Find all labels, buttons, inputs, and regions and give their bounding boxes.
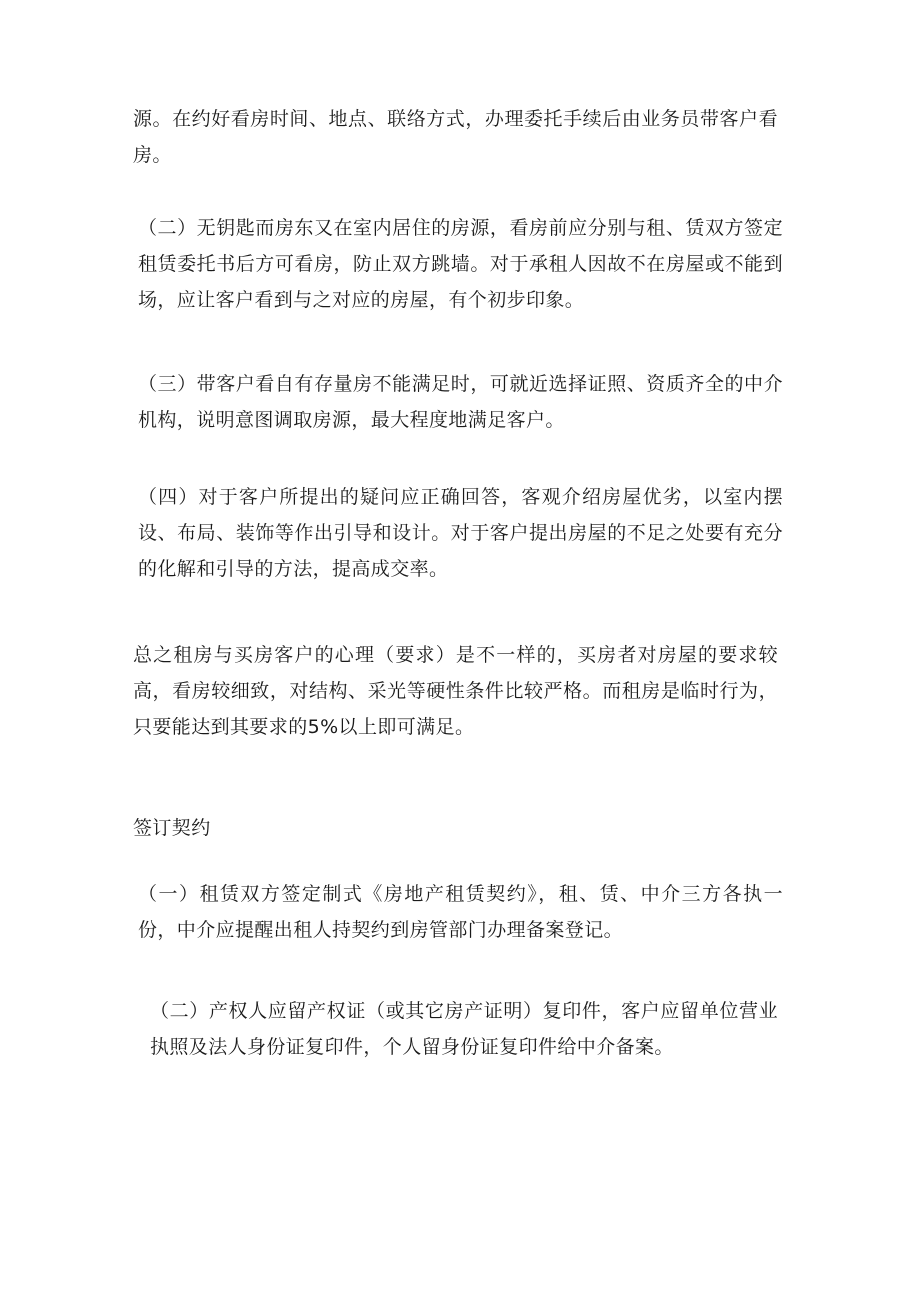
paragraph-no-key-viewing: （二）无钥匙而房东又在室内居住的房源，看房前应分别与租、赁双方签定租赁委托书后方可看房，防止双方跳墙。对于承租人因故不在房屋或不能到场，应让客户看到与之对应的房屋，有个初步印象。 (138, 217, 783, 311)
section-heading-sign-contract: 签订契约 (133, 817, 211, 839)
paragraph-agency-sourcing: （三）带客户看自有存量房不能满足时，可就近选择证照、资质齐全的中介机构，说明意图调取房源，最大程度地满足客户。 (138, 373, 783, 431)
paragraph-document-copies: （二）产权人应留产权证（或其它房产证明）复印件，客户应留单位营业执照及法人身份证复印件，个人留身份证复印件给中介备案。 (150, 1000, 778, 1058)
paragraph-contract-copies: （一）租赁双方签定制式《房地产租赁契约》，租、赁、中介三方各执一份，中介应提醒出租人持契约到房管部门办理备案登记。 (138, 883, 783, 941)
paragraph-viewing-arrangement: 源。在约好看房时间、地点、联络方式，办理委托手续后由业务员带客户看房。 (133, 108, 778, 166)
paragraph-answer-questions: （四）对于客户所提出的疑问应正确回答，客观介绍房屋优劣，以室内摆设、布局、装饰等作出引导和设计。对于客户提出房屋的不足之处要有充分的化解和引导的方法，提高成交率。 (138, 486, 783, 580)
paragraph-summary: 总之租房与买房客户的心理（要求）是不一样的，买房者对房屋的要求较高，看房较细致，对结构、采光等硬性条件比较严格。而租房是临时行为，只要能达到其要求的5%以上即可满足。 (133, 644, 778, 738)
